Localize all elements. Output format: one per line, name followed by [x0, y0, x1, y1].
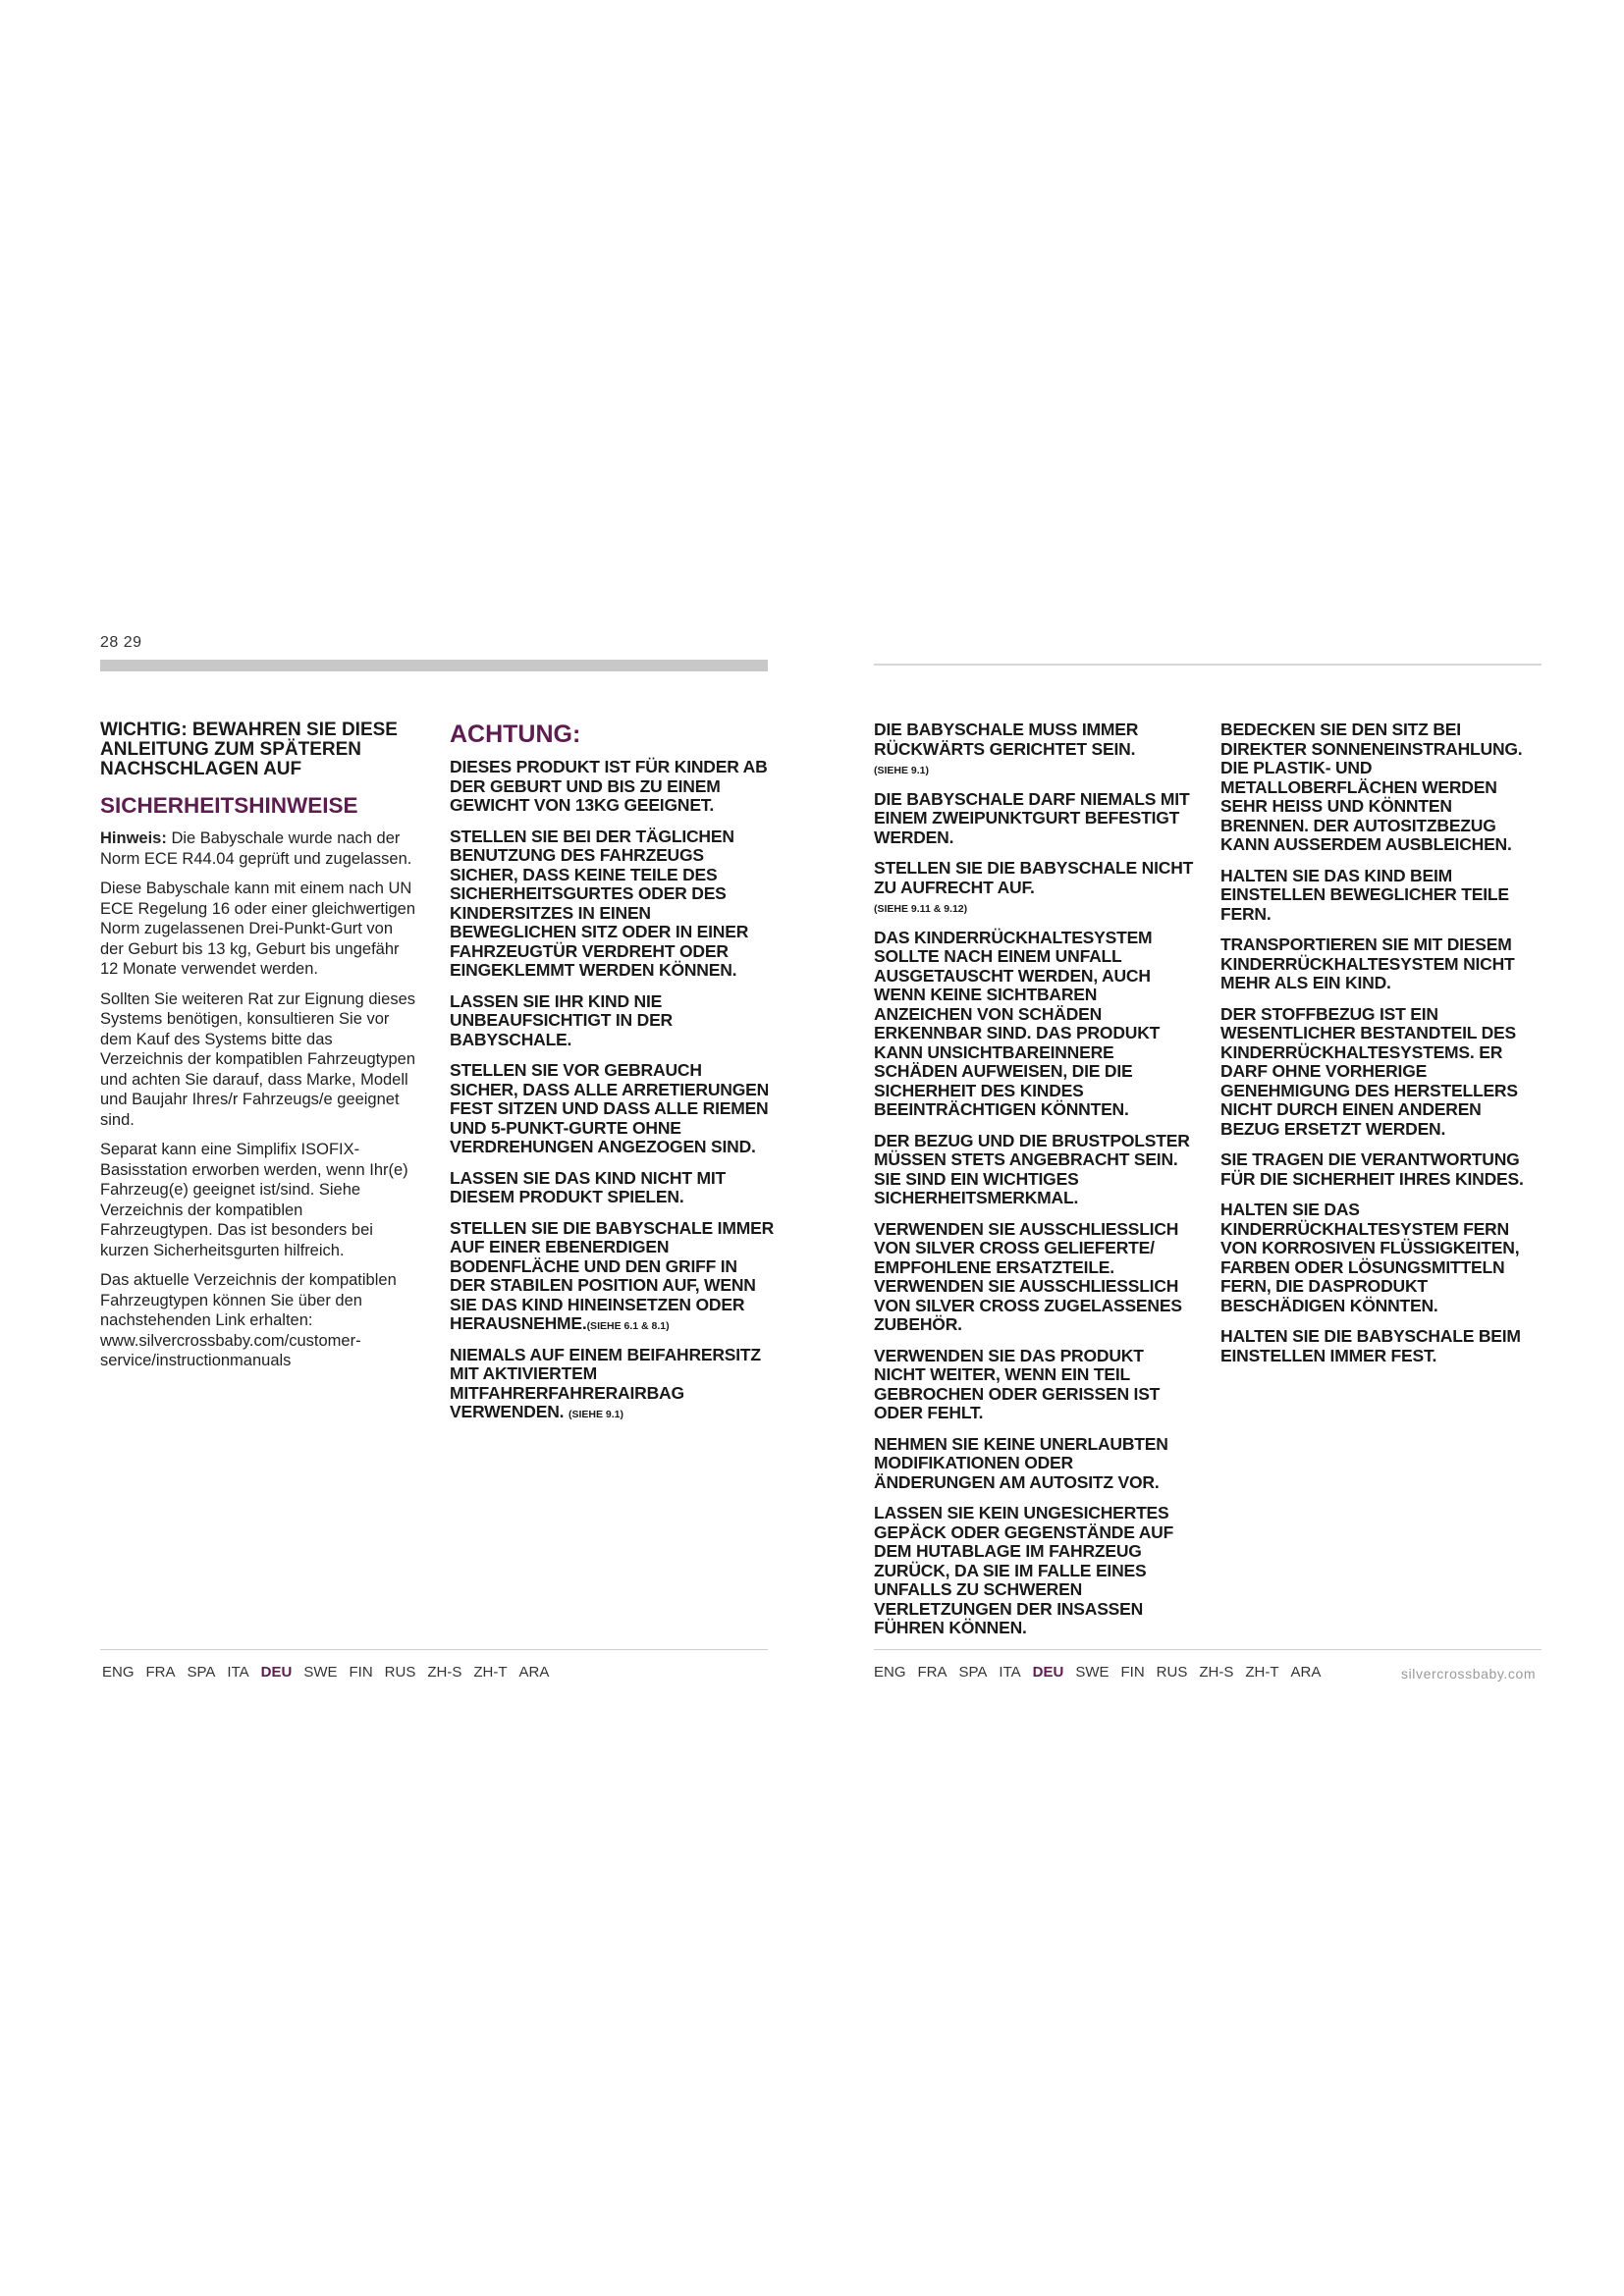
footer-divider-right: [874, 1649, 1542, 1650]
lang-link-swe[interactable]: SWE: [303, 1664, 338, 1681]
warning-item: DAS KINDERRÜCKHALTESYSTEM SOLLTE NACH EINEM UNFALL AUSGETAUSCHT WERDEN, AUCH WENN KEINE SICHTBAREN ANZEICHEN VON SCHÄDEN ERKENNBAR SIND. DAS PRODUKT KANN UNSICHTBAREINNERE SCHÄDEN AUFWEISEN, DIE DIE SICHERHEIT DES KINDES BEEINTRÄCHTIGEN KÖNNTEN.: [874, 927, 1161, 1119]
lang-link-ara[interactable]: ARA: [1290, 1664, 1322, 1681]
warning-item: DIESES PRODUKT IST FÜR KINDER AB DER GEBURT UND BIS ZU EINEM GEWICHT VON 13KG GEEIGNET.: [450, 757, 768, 815]
lang-link-deu[interactable]: DEU: [1032, 1664, 1064, 1681]
warning-item: HALTEN SIE DIE BABYSCHALE BEIM EINSTELLEN IMMER FEST.: [1220, 1326, 1521, 1365]
column-safety-intro: [100, 721, 419, 1381]
warning-item: LASSEN SIE IHR KIND NIE UNBEAUFSICHTIGT IN DER BABYSCHALE.: [450, 990, 673, 1049]
column-warning: [450, 721, 774, 1434]
warning-item: DER STOFFBEZUG IST EIN WESENTLICHER BESTANDTEIL DES KINDERRÜCKHALTESYSTEMS. ER DARF OHNE VORHERIGE GENEHMIGUNG DES HERSTELLERS NICHT DURCH EINEN ANDEREN BEZUG ERSETZT WERDEN.: [1220, 1003, 1518, 1139]
warning-item: LASSEN SIE KEIN UNGESICHERTES GEPÄCK ODER GEGENSTÄNDE AUF DEM HUTABLAGE IM FAHRZEUG ZURÜCK, DA SIE IM FALLE EINES UNFALLS ZU SCHWEREN VERLETZUNGEN DER INSASSEN FÜHREN KÖNNEN.: [874, 1503, 1174, 1637]
warning-item: DIE BABYSCHALE DARF NIEMALS MIT EINEM ZWEIPUNKTGURT BEFESTIGT WERDEN.: [874, 788, 1190, 847]
note-label: Hinweis:: [100, 829, 167, 847]
warning-item: STELLEN SIE BEI DER TÄGLICHEN BENUTZUNG DES FAHRZEUGS SICHER, DASS KEINE TEILE DES SICHERHEITSGURTES ODER DES KINDERSITZES IN EINEN BEWEGLICHEN SITZ ODER IN EINER FAHRZEUGTÜR VERDREHT ODER EINGEKLEMMT WERDEN KÖNNEN.: [450, 826, 749, 980]
note-paragraph: [100, 828, 419, 869]
lang-link-ita[interactable]: ITA: [227, 1664, 249, 1681]
lang-link-eng[interactable]: ENG: [874, 1664, 906, 1681]
note-text: Die Babyschale wurde nach der Norm ECE R44.04 geprüft und zugelassen.: [100, 829, 412, 868]
warning-item: NEHMEN SIE KEINE UNERLAUBTEN MODIFIKATIONEN ODER ÄNDERUNGEN AM AUTOSITZ VOR.: [874, 1433, 1168, 1492]
lang-link-rus[interactable]: RUS: [384, 1664, 416, 1681]
column-warnings-continued: [874, 721, 1198, 1650]
warning-item: STELLEN SIE VOR GEBRAUCH SICHER, DASS ALLE ARRETIERUNGEN FEST SITZEN UND DASS ALLE RIEMEN UND 5-PUNKT-GURTE OHNE VERDREHUNGEN ANGEZOGEN SIND.: [450, 1060, 770, 1156]
warning-item: NIEMALS AUF EINEM BEIFAHRERSITZ MIT AKTIVIERTEM MITFAHRERFAHRERAIRBAG VERWENDEN. (SIEHE 9.1): [450, 1344, 761, 1421]
lang-link-fra[interactable]: FRA: [917, 1664, 947, 1681]
header-divider: [874, 664, 1542, 666]
warning-item: SIE TRAGEN DIE VERANTWORTUNG FÜR DIE SICHERHEIT IHRES KINDES.: [1220, 1149, 1524, 1189]
lang-link-zh-s[interactable]: ZH-S: [1199, 1664, 1234, 1681]
warning-item: VERWENDEN SIE DAS PRODUKT NICHT WEITER, WENN EIN TEIL GEBROCHEN ODER GERISSEN IST ODER FEHLT.: [874, 1345, 1161, 1422]
lang-link-fra[interactable]: FRA: [145, 1664, 176, 1681]
lang-link-eng[interactable]: ENG: [102, 1664, 135, 1681]
column-warnings-final: [1220, 721, 1544, 1377]
lang-link-ita[interactable]: ITA: [999, 1664, 1021, 1681]
lang-link-swe[interactable]: SWE: [1075, 1664, 1110, 1681]
lang-link-zh-t[interactable]: ZH-T: [473, 1664, 508, 1681]
warning-item: DER BEZUG UND DIE BRUSTPOLSTER MÜSSEN STETS ANGEBRACHT SEIN. SIE SIND EIN WICHTIGES SICHERHEITSMERKMAL.: [874, 1130, 1190, 1207]
warning-item: STELLEN SIE DIE BABYSCHALE NICHT ZU AUFRECHT AUF. (SIEHE 9.11 & 9.12): [874, 858, 1194, 915]
warning-item: DIE BABYSCHALE MUSS IMMER RÜCKWÄRTS GERICHTET SEIN. (SIEHE 9.1): [874, 720, 1139, 776]
lang-link-spa[interactable]: SPA: [958, 1664, 988, 1681]
warning-item: LASSEN SIE DAS KIND NICHT MIT DIESEM PRODUKT SPIELEN.: [450, 1167, 727, 1206]
language-nav-left: [102, 1664, 549, 1681]
lang-link-zh-s[interactable]: ZH-S: [427, 1664, 462, 1681]
warning-title: ACHTUNG:: [450, 721, 581, 748]
language-nav-right: [874, 1664, 1321, 1681]
warning-item: TRANSPORTIEREN SIE MIT DIESEM KINDERRÜCKHALTESYSTEM NICHT MEHR ALS EIN KIND.: [1220, 934, 1515, 992]
paragraph: Sollten Sie weiteren Rat zur Eignung dieses Systems benötigen, konsultieren Sie vor dem Kauf des Systems bitte das Verzeichnis der kompatiblen Fahrzeugtypen und achten Sie darauf, dass Marke, Modell und Baujahr Ihres/r Fahrzeugs/e geeignet sind.: [100, 989, 416, 1129]
page-numbers: 28 29: [100, 634, 142, 651]
warning-item: STELLEN SIE DIE BABYSCHALE IMMER AUF EINER EBENERDIGEN BODENFLÄCHE UND DEN GRIFF IN DER STABILEN POSITION AUF, WENN SIE DAS KIND HINEINSETZEN ODER HERAUSNEHME.(SIEHE 6.1 & 8.1): [450, 1217, 775, 1333]
lang-link-spa[interactable]: SPA: [187, 1664, 216, 1681]
warning-item: VERWENDEN SIE AUSSCHLIESSLICH VON SILVER CROSS GELIEFERTE/ EMPFOHLENE ERSATZTEILE. VERWENDEN SIE AUSSCHLIESSLICH VON SILVER CROSS ZUGELASSENES ZUBEHÖR.: [874, 1218, 1182, 1334]
lang-link-fin[interactable]: FIN: [1120, 1664, 1145, 1681]
warning-item: HALTEN SIE DAS KINDERRÜCKHALTESYSTEM FERN VON KORROSIVEN FLÜSSIGKEITEN, FARBEN ODER LÖSUNGSMITTELN FERN, DIE DASPRODUKT BESCHÄDIGEN KÖNNTEN.: [1220, 1200, 1520, 1315]
lang-link-zh-t[interactable]: ZH-T: [1245, 1664, 1279, 1681]
paragraph: Diese Babyschale kann mit einem nach UN ECE Regelung 16 oder einer gleichwertigen Norm zugelassenen Drei-Punkt-Gurt von der Geburt bis 13 kg, Geburt bis ungefähr 12 Monate verwendet werden.: [100, 880, 416, 978]
warning-item: HALTEN SIE DAS KIND BEIM EINSTELLEN BEWEGLICHER TEILE FERN.: [1220, 865, 1509, 924]
header-bar: [100, 660, 768, 671]
important-heading: WICHTIG: BEWAHREN SIE DIESE ANLEITUNG ZUM SPÄTEREN NACHSCHLAGEN AUF: [100, 720, 398, 779]
paragraph: Separat kann eine Simplifix ISOFIX-Basisstation erworben werden, wenn Ihr(e) Fahrzeug(e) geeignet ist/sind. Siehe Verzeichnis der kompatiblen Fahrzeugtypen. Das ist besonders bei kurzen Sicherheitsgurten hilfreich.: [100, 1141, 408, 1259]
lang-link-rus[interactable]: RUS: [1156, 1664, 1188, 1681]
lang-link-fin[interactable]: FIN: [349, 1664, 373, 1681]
lang-link-deu[interactable]: DEU: [260, 1664, 293, 1681]
safety-title: SICHERHEITSHINWEISE: [100, 793, 358, 818]
footer-divider-left: [100, 1649, 768, 1650]
paragraph: Das aktuelle Verzeichnis der kompatiblen Fahrzeugtypen können Sie über den nachstehenden Link erhalten: www.silvercrossbaby.com/customer-service/instructionmanuals: [100, 1271, 397, 1369]
warning-item: BEDECKEN SIE DEN SITZ BEI DIREKTER SONNENEINSTRAHLUNG. DIE PLASTIK- UND METALLOBERFLÄCHEN WERDEN SEHR HEISS UND KÖNNTEN BRENNEN. DER AUTOSITZBEZUG KANN AUSSERDEM AUSBLEICHEN.: [1220, 720, 1523, 854]
website-link[interactable]: silvercrossbaby.com: [1401, 1666, 1537, 1682]
lang-link-ara[interactable]: ARA: [518, 1664, 550, 1681]
